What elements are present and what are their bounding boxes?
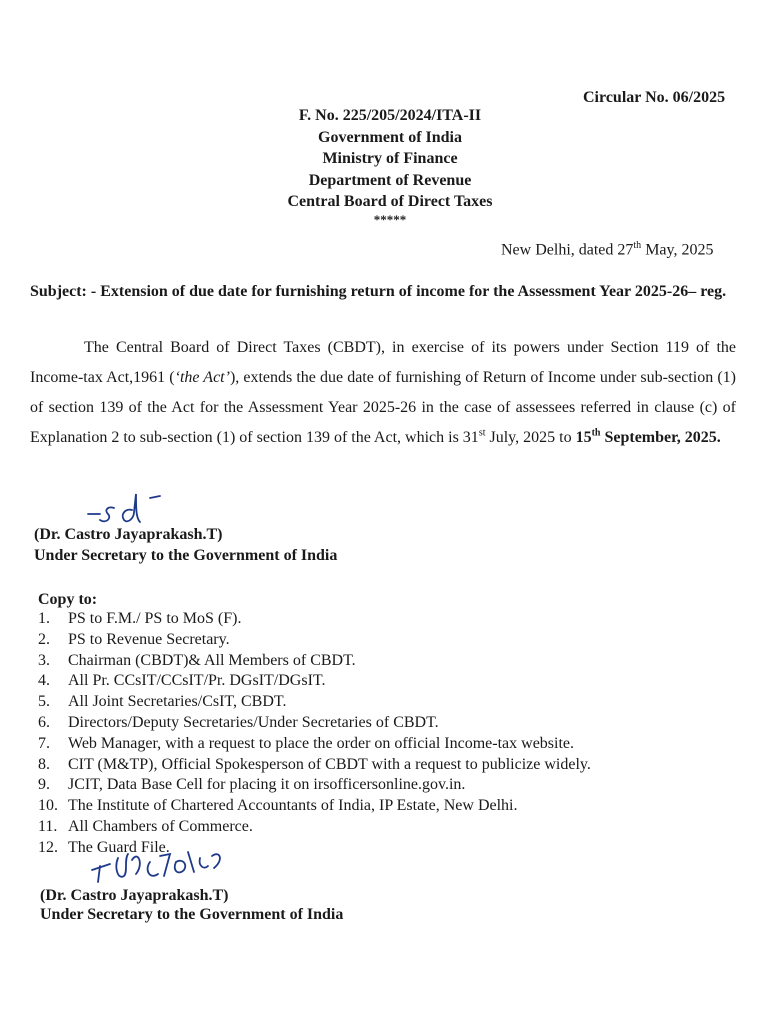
copy-to-item-text: Web Manager, with a request to place the order on official Income-tax website. xyxy=(68,734,575,752)
copy-to-item xyxy=(38,796,591,817)
copy-to-heading: Copy to: xyxy=(38,591,98,608)
subject-line: Subject: - Extension of due date for furnishing return of income for the Assessment Year 2025-26– reg. xyxy=(30,283,727,300)
circular-number: Circular No. 06/2025 xyxy=(583,89,726,106)
extended-day-sup: th xyxy=(591,427,601,439)
copy-to-item-number: 3. xyxy=(38,651,50,669)
copy-to-item xyxy=(38,755,591,776)
body-text-1: The Central Board of Direct Taxes (CBDT), in exercise of its powers under Section 119 of the Income-tax Act,1961 ( xyxy=(30,339,736,386)
signatory-name-2: (Dr. Castro Jayaprakash.T) xyxy=(40,887,229,904)
stars-separator: ***** xyxy=(373,211,407,227)
copy-to-item xyxy=(38,775,591,796)
copy-to-item-number: 5. xyxy=(38,693,50,711)
date-month-year: May, 2025 xyxy=(641,241,714,259)
copy-to-item-number: 9. xyxy=(38,776,50,794)
extended-month-year: September, 2025. xyxy=(600,429,721,446)
date-line xyxy=(501,240,713,259)
copy-to-item-text: All Joint Secretaries/CsIT, CBDT. xyxy=(68,693,287,711)
sd-signature xyxy=(84,488,174,530)
signatory-title-2: Under Secretary to the Government of India xyxy=(40,906,344,923)
copy-to-item xyxy=(38,651,591,672)
file-number: F. No. 225/205/2024/ITA-II xyxy=(298,107,482,124)
copy-to-item-number: 10. xyxy=(38,797,58,815)
copy-to-item xyxy=(38,671,591,692)
board-line: Central Board of Direct Taxes xyxy=(287,193,493,210)
copy-to-item xyxy=(38,817,591,838)
body-text-2: ), extends the due date of furnishing of Return of Income under sub-section (1) of section 139 of the Act for the Assessment Year 2025-26 in the case of assessees referred in clause (c) of Explanation 2 to sub-section (1) of section 139 of the Act, which is 31 xyxy=(30,369,737,446)
copy-to-item-text: CIT (M&TP), Official Spokesperson of CBDT with a request to publicize widely. xyxy=(68,755,591,773)
body-sup-1: st xyxy=(478,427,486,439)
copy-to-item-number: 2. xyxy=(38,630,50,648)
copy-to-item xyxy=(38,609,591,630)
copy-to-list xyxy=(38,609,591,859)
body-paragraph xyxy=(30,333,736,453)
date-prefix: New Delhi, dated 27 xyxy=(501,241,634,259)
copy-to-item-number: 7. xyxy=(38,734,50,752)
copy-to-item-number: 11. xyxy=(38,817,58,835)
letterhead xyxy=(230,105,550,227)
copy-to-item-text: The Guard File. xyxy=(68,838,170,856)
copy-to-item-text: All Pr. CCsIT/CCsIT/Pr. DGsIT/DGsIT. xyxy=(68,672,326,690)
act-reference: ‘the Act’ xyxy=(174,369,230,386)
copy-to-item-number: 12. xyxy=(38,838,58,856)
copy-to-item-text: All Chambers of Commerce. xyxy=(68,817,253,835)
copy-to-item-text: Directors/Deputy Secretaries/Under Secretaries of CBDT. xyxy=(68,713,439,731)
copy-to-item-number: 8. xyxy=(38,755,50,773)
copy-to-item xyxy=(38,692,591,713)
copy-to-item xyxy=(38,630,591,651)
extended-date xyxy=(576,429,721,446)
date-suffix-sup: th xyxy=(633,240,642,251)
copy-to-item-text: PS to F.M./ PS to MoS (F). xyxy=(68,610,242,627)
department-line: Department of Revenue xyxy=(308,171,472,189)
copy-to-item-number: 1. xyxy=(38,610,50,627)
copy-to-item xyxy=(38,734,591,755)
ministry-line: Ministry of Finance xyxy=(322,150,458,167)
copy-to-item-text: The Institute of Chartered Accountants of India, IP Estate, New Delhi. xyxy=(68,797,518,815)
copy-to-item-text: PS to Revenue Secretary. xyxy=(68,630,230,648)
signatory-name-1: (Dr. Castro Jayaprakash.T) xyxy=(34,526,223,543)
copy-to-item-text: JCIT, Data Base Cell for placing it on irsofficersonline.gov.in. xyxy=(68,776,466,794)
signatory-title-1: Under Secretary to the Government of India xyxy=(34,547,338,564)
government-line: Government of India xyxy=(318,128,462,146)
copy-to-item-text: Chairman (CBDT)& All Members of CBDT. xyxy=(68,651,356,669)
copy-to-item-number: 6. xyxy=(38,713,50,731)
body-text-3: July, 2025 to xyxy=(485,429,576,446)
copy-to-item-number: 4. xyxy=(38,672,50,690)
copy-to-item xyxy=(38,713,591,734)
extended-day: 15 xyxy=(575,429,592,446)
